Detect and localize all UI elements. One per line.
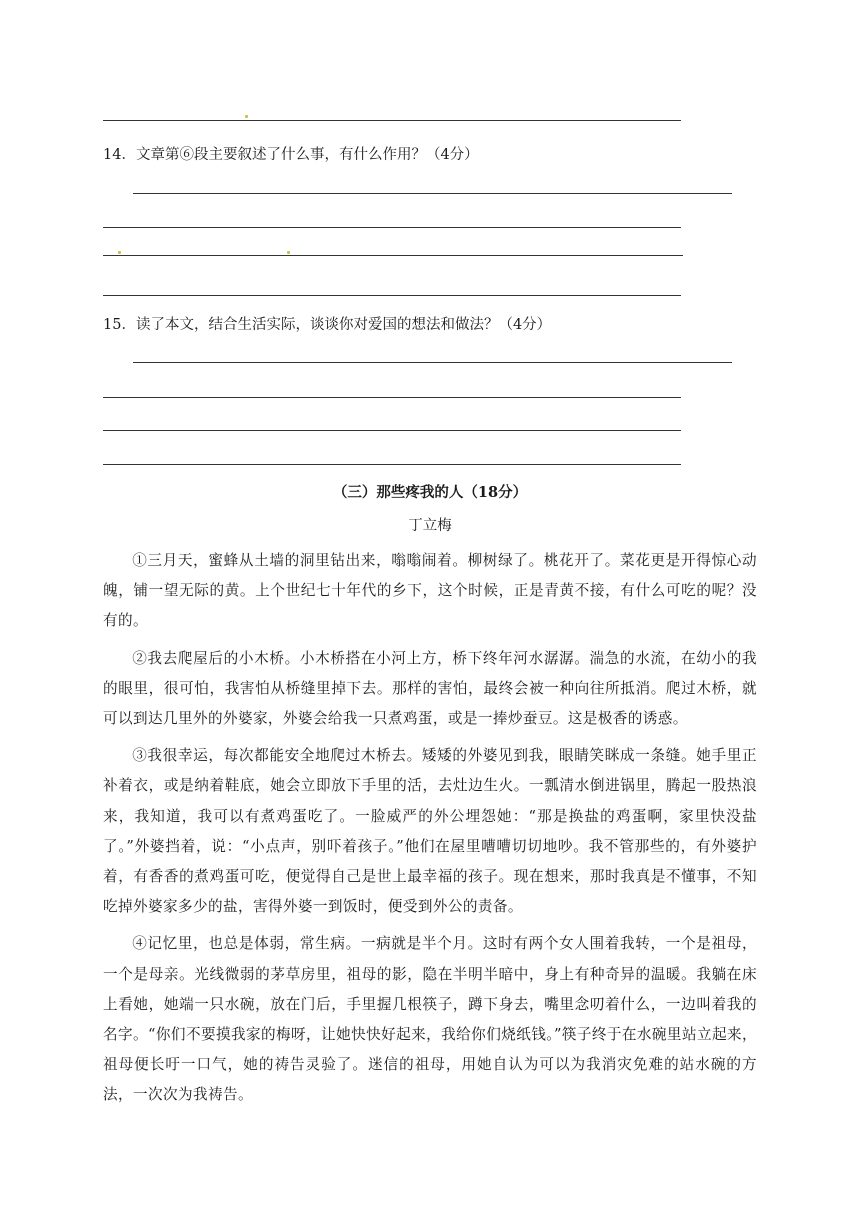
scan-speck <box>287 251 290 254</box>
answer-line <box>103 397 681 398</box>
answer-line <box>103 120 681 121</box>
answer-line <box>103 430 681 431</box>
paragraph: ①三月天，蜜蜂从土墙的洞里钻出来，嗡嗡闹着。柳树绿了。桃花开了。菜花更是开得惊心动魄，铺一望无际的黄。上个世纪七十年代的乡下，这个时候，正是青黄不接，有什么可吃的呢？没有的。 <box>103 552 757 630</box>
paragraph: ③我很幸运，每次都能安全地爬过木桥去。矮矮的外婆见到我，眼睛笑眯成一条缝。她手里正补着衣，或是纳着鞋底，她会立即放下手里的活，去灶边生火。一瓢清水倒进锅里，腾起一股热浪来，我知道，我可以有煮鸡蛋吃了。一脸威严的外公埋怨她：“那是换盐的鸡蛋啊，家里快没盐了。”外婆挡着，说：“小点声，别吓着孩子。”他们在屋里嘈嘈切切地吵。我不管那些的，有外婆护着，有香香的煮鸡蛋可吃，便觉得自己是世上最幸福的孩子。现在想来，那时我真是不懂事，不知吃掉外婆家多少的盐，害得外婆一到饭时，便受到外公的责备。 <box>103 747 757 916</box>
answer-line <box>103 227 681 228</box>
scan-speck <box>118 251 121 254</box>
answer-line <box>103 464 681 465</box>
question-15: 15．读了本文，结合生活实际，谈谈你对爱国的想法和做法？（4分） <box>103 317 552 333</box>
question-14: 14．文章第⑥段主要叙述了什么事，有什么作用？（4分） <box>103 147 479 163</box>
paragraph: ②我去爬屋后的小木桥。小木桥搭在小河上方，桥下终年河水潺潺。湍急的水流，在幼小的我的眼里，很可怕，我害怕从桥缝里掉下去。那样的害怕，最终会被一种向往所抵消。爬过木桥，就可以到达几里外的外婆家，外婆会给我一只煮鸡蛋，或是一捧炒蚕豆。这是极香的诱惑。 <box>103 649 757 728</box>
article-body <box>103 546 757 1111</box>
article-author: 丁立梅 <box>408 518 452 534</box>
answer-line <box>103 255 683 256</box>
paragraph: ④记忆里，也总是体弱，常生病。一病就是半个月。这时有两个女人围着我转，一个是祖母，一个是母亲。光线微弱的茅草房里，祖母的影，隐在半明半暗中，身上有种奇异的温暖。我躺在床上看她，她端一只水碗，放在门后，手里握几根筷子，蹲下身去，嘴里念叨着什么，一边叫着我的名字。“你们不要摸我家的梅呀，让她快快好起来，我给你们烧纸钱。”筷子终于在水碗里站立起来，祖母便长吁一口气，她的祷告灵验了。迷信的祖母，用她自认为可以为我消灾免难的站水碗的方法，一次次为我祷告。 <box>103 935 757 1104</box>
answer-line <box>133 362 732 363</box>
answer-line <box>133 193 732 194</box>
section-title: （三）那些疼我的人（18分） <box>332 484 528 501</box>
scan-speck <box>245 115 248 118</box>
answer-line <box>103 295 681 296</box>
